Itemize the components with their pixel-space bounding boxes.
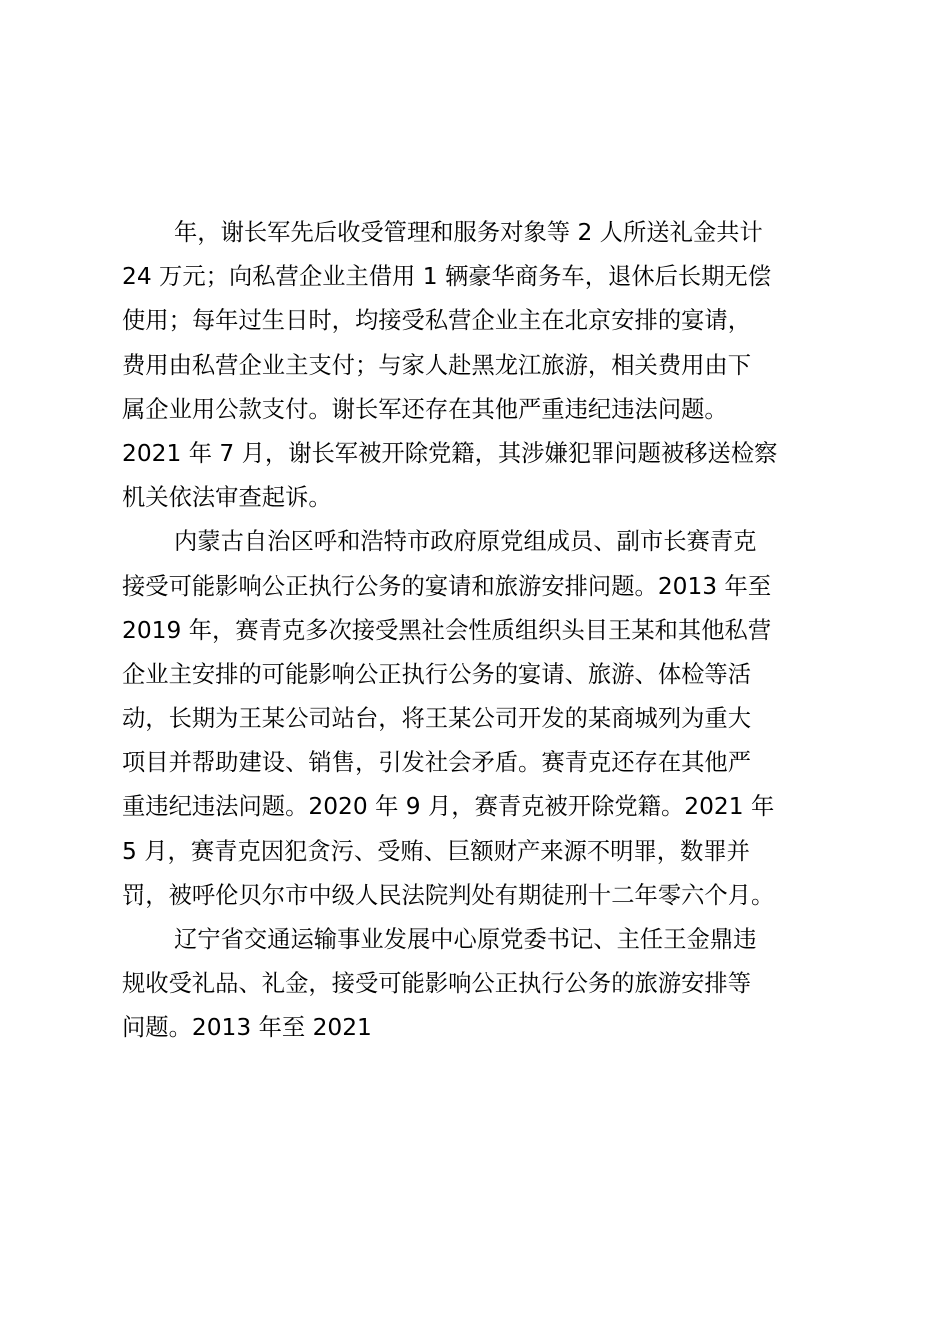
text-line: 规收受礼品、礼金，接受可能影响公正执行公务的旅游安排等 <box>122 970 752 998</box>
text-line: 24 万元；向私营企业主借用 1 辆豪华商务车，退休后长期无偿 <box>122 263 772 291</box>
text-line: 5 月，赛青克因犯贪污、受贿、巨额财产来源不明罪，数罪并 <box>122 837 750 865</box>
text-line: 企业主安排的可能影响公正执行公务的宴请、旅游、体检等活 <box>122 660 752 688</box>
text-line: 费用由私营企业主支付；与家人赴黑龙江旅游，相关费用由下 <box>122 351 752 379</box>
text-line: 项目并帮助建设、销售，引发社会矛盾。赛青克还存在其他严 <box>122 749 752 777</box>
paragraph-xie-changjun <box>122 211 834 520</box>
text-line: 机关依法审查起诉。 <box>122 484 332 512</box>
text-line: 罚，被呼伦贝尔市中级人民法院判处有期徒刑十二年零六个月。 <box>122 881 775 909</box>
paragraph-sai-qingke <box>122 520 834 918</box>
text-line: 动，长期为王某公司站台，将王某公司开发的某商城列为重大 <box>122 705 752 733</box>
paragraph-wang-jinding <box>122 918 834 1051</box>
text-line: 内蒙古自治区呼和浩特市政府原党组成员、副市长赛青克 <box>174 528 757 556</box>
text-line: 属企业用公款支付。谢长军还存在其他严重违纪违法问题。 <box>122 395 728 423</box>
text-line: 接受可能影响公正执行公务的宴请和旅游安排问题。2013 年至 <box>122 572 772 600</box>
text-line: 问题。2013 年至 2021 <box>122 1014 372 1042</box>
text-line: 年，谢长军先后收受管理和服务对象等 2 人所送礼金共计 <box>174 219 763 246</box>
text-line: 重违纪违法问题。2020 年 9 月，赛青克被开除党籍。2021 年 <box>122 793 775 821</box>
text-line: 2021 年 7 月，谢长军被开除党籍，其涉嫌犯罪问题被移送检察 <box>122 439 778 467</box>
text-line: 辽宁省交通运输事业发展中心原党委书记、主任王金鼎违 <box>174 926 757 953</box>
text-line: 2019 年，赛青克多次接受黑社会性质组织头目王某和其他私营 <box>122 616 772 644</box>
document-page <box>122 211 834 1051</box>
text-line: 使用；每年过生日时，均接受私营企业主在北京安排的宴请， <box>122 307 752 335</box>
